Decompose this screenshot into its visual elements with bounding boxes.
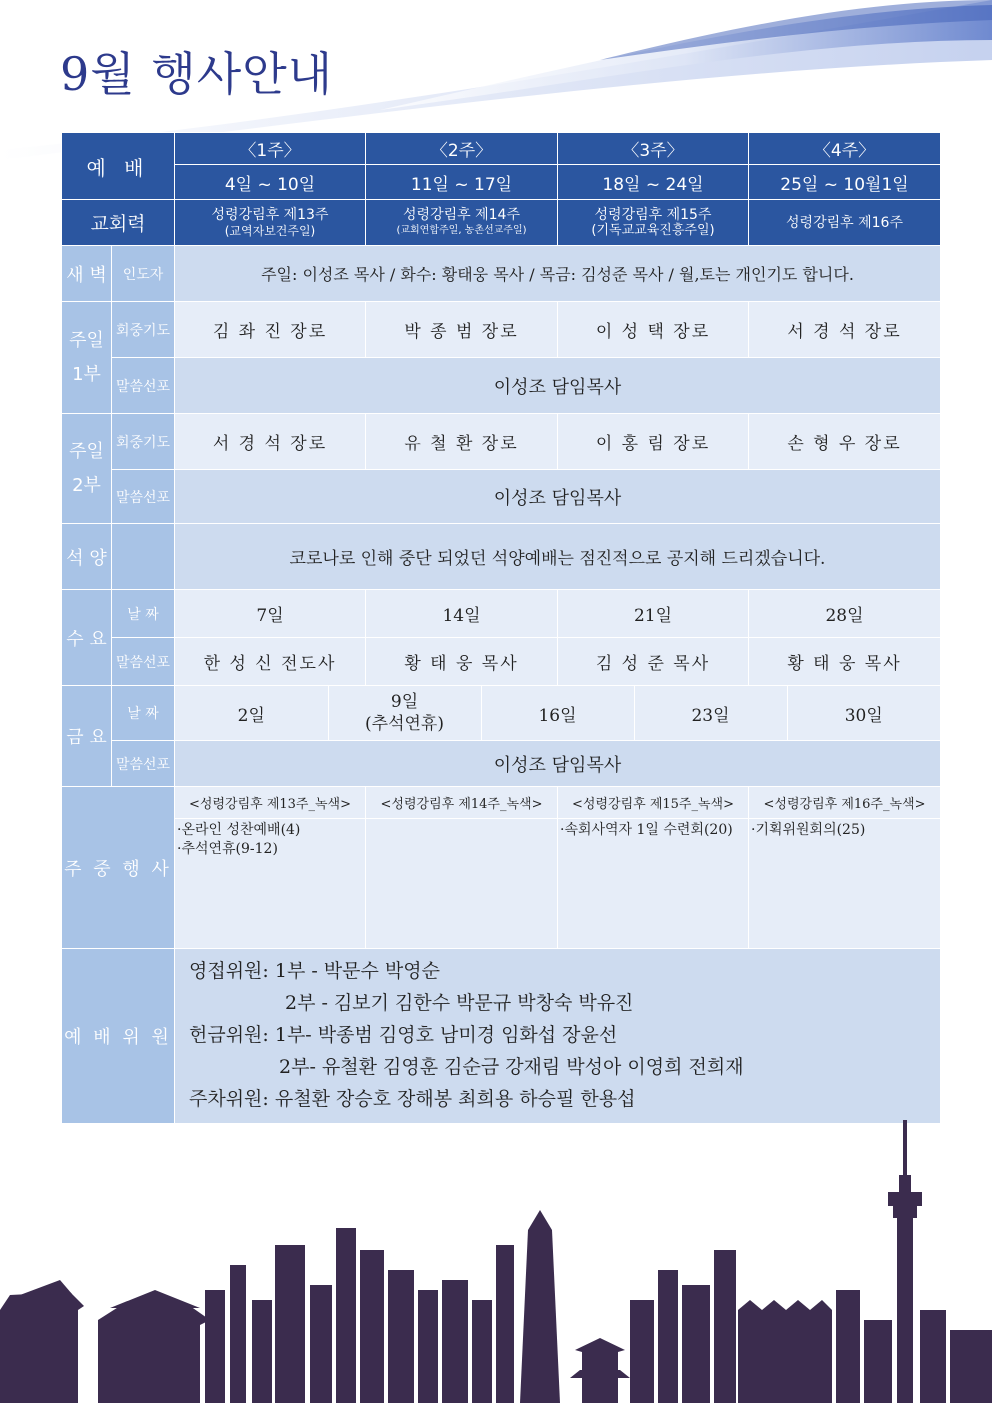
workers-line-2: 2부 - 김보기 김한수 박문규 박창숙 박유진 (285, 992, 634, 1014)
wednesday-preacher-week-1: 한 성 신 전도사 (175, 638, 366, 686)
friday-sermon: 이성조 담임목사 (175, 741, 941, 787)
workers-line-5: 주차위원: 유철환 장승호 장해봉 최희용 하승필 한용섭 (189, 1088, 636, 1110)
sunday2-prayer-week-3: 이 홍 림 장로 (558, 414, 749, 470)
friday-dates-cell (175, 686, 941, 741)
sunday2-sermon-row (62, 470, 941, 524)
week-3-label: 〈3주〉 (558, 133, 749, 165)
calendar-main: 성령강림후 제14주 (403, 206, 520, 223)
events-body-row (62, 819, 941, 949)
friday-label: 금 요 (62, 686, 112, 787)
event-item: ·온라인 성찬예배(4) (177, 822, 301, 838)
sunday1-prayer-week-3: 이 성 택 장로 (558, 302, 749, 358)
workers-line-4: 2부- 유철환 김영훈 김순금 강재림 박성아 이영희 전희재 (279, 1056, 744, 1078)
sunday2-prayer-week-4: 손 형 우 장로 (749, 414, 941, 470)
evening-sub-label (112, 524, 175, 590)
sunday1-prayer-week-4: 서 경 석 장로 (749, 302, 941, 358)
dawn-sub-label: 인도자 (112, 246, 175, 302)
friday-dates-table (175, 686, 940, 740)
week-3-range: 18일 ~ 24일 (558, 165, 749, 200)
dawn-row (62, 246, 941, 302)
worship-label: 예 배 (62, 133, 175, 200)
calendar-label: 교회력 (62, 200, 175, 246)
sunday2-prayer-week-1: 서 경 석 장로 (175, 414, 366, 470)
friday-date-4: 23일 (634, 686, 787, 740)
week-range-row (62, 165, 941, 200)
sunday2-label-top: 주일 (69, 440, 104, 462)
event-item: ·기획위원회의(25) (751, 822, 866, 838)
wednesday-date-label: 날 짜 (112, 590, 175, 638)
sunday2-label (62, 414, 112, 524)
schedule-table (61, 132, 941, 1124)
sunday1-sermon-label: 말씀선포 (112, 358, 175, 414)
workers-line-1: 영접위원: 1부 - 박문수 박영순 (189, 960, 440, 982)
friday-date-label: 날 짜 (112, 686, 175, 741)
calendar-week-1 (175, 200, 366, 246)
events-header-week-2: <성령강림후 제14주_녹색> (366, 787, 558, 819)
sunday1-sermon-row (62, 358, 941, 414)
calendar-sub: (교역자보건주일) (224, 223, 316, 238)
week-1-range: 4일 ~ 10일 (175, 165, 366, 200)
wednesday-preacher-week-2: 황 태 웅 목사 (366, 638, 558, 686)
events-header-row (62, 787, 941, 819)
dawn-label: 새 벽 (62, 246, 112, 302)
evening-row (62, 524, 941, 590)
friday-date-3: 16일 (481, 686, 634, 740)
sunday1-label-bottom: 1부 (72, 363, 101, 385)
wednesday-date-row (62, 590, 941, 638)
sunday2-prayer-row (62, 414, 941, 470)
week-header-row (62, 133, 941, 165)
wednesday-preacher-week-4: 황 태 웅 목사 (749, 638, 941, 686)
events-week-4 (749, 819, 941, 949)
page-title: 9월 행사안내 (60, 47, 334, 101)
sunday2-prayer-week-2: 유 철 환 장로 (366, 414, 558, 470)
week-4-label: 〈4주〉 (749, 133, 941, 165)
calendar-main: 성령강림후 제15주 (594, 206, 712, 223)
events-header-week-4: <성령강림후 제16주_녹색> (749, 787, 941, 819)
sunday1-label-top: 주일 (69, 329, 104, 351)
city-skyline-illustration (0, 1120, 992, 1403)
calendar-week-4 (749, 200, 941, 246)
wednesday-date-week-2: 14일 (366, 590, 558, 638)
sunday1-prayer-week-1: 김 좌 진 장로 (175, 302, 366, 358)
wednesday-label: 수 요 (62, 590, 112, 686)
calendar-week-3 (558, 200, 749, 246)
wednesday-preacher-week-3: 김 성 준 목사 (558, 638, 749, 686)
calendar-main: 성령강림후 제16주 (786, 214, 903, 231)
events-week-3 (558, 819, 749, 949)
event-item: ·속회사역자 1일 수련회(20) (560, 822, 733, 838)
friday-date-2-day: 9일 (390, 692, 419, 712)
friday-sermon-label: 말씀선포 (112, 741, 175, 787)
events-week-1 (175, 819, 366, 949)
sunday1-prayer-label: 회중기도 (112, 302, 175, 358)
sunday1-prayer-week-2: 박 종 범 장로 (366, 302, 558, 358)
sunday1-sermon: 이성조 담임목사 (175, 358, 941, 414)
week-4-range: 25일 ~ 10월1일 (749, 165, 941, 200)
events-week-2 (366, 819, 558, 949)
workers-list (175, 949, 941, 1124)
wednesday-sermon-label: 말씀선포 (112, 638, 175, 686)
friday-date-row (62, 686, 941, 741)
calendar-sub: (교회연합주일, 농촌선교주일) (396, 224, 527, 236)
wednesday-date-week-3: 21일 (558, 590, 749, 638)
friday-sermon-row (62, 741, 941, 787)
evening-text: 코로나로 인해 중단 되었던 석양예배는 점진적으로 공지해 드리겠습니다. (175, 524, 941, 590)
evening-label: 석 양 (62, 524, 112, 590)
dawn-text: 주일: 이성조 목사 / 화수: 황태웅 목사 / 목금: 김성준 목사 / 월,토는 개인기도 합니다. (175, 246, 941, 302)
sunday2-label-bottom: 2부 (72, 474, 101, 496)
calendar-main: 성령강림후 제13주 (211, 206, 329, 223)
friday-date-1: 2일 (175, 686, 328, 740)
friday-date-5: 30일 (787, 686, 940, 740)
week-2-label: 〈2주〉 (366, 133, 558, 165)
wednesday-date-week-4: 28일 (749, 590, 941, 638)
events-header-week-3: <성령강림후 제15주_녹색> (558, 787, 749, 819)
sunday2-sermon-label: 말씀선포 (112, 470, 175, 524)
sunday1-label (62, 302, 112, 414)
friday-date-2 (328, 686, 481, 740)
week-1-label: 〈1주〉 (175, 133, 366, 165)
friday-date-2-note: (추석연휴) (365, 714, 444, 734)
calendar-sub: (기독교교육진흥주일) (591, 222, 715, 238)
week-2-range: 11일 ~ 17일 (366, 165, 558, 200)
wednesday-sermon-row (62, 638, 941, 686)
calendar-row (62, 200, 941, 246)
wednesday-date-week-1: 7일 (175, 590, 366, 638)
events-header-week-1: <성령강림후 제13주_녹색> (175, 787, 366, 819)
events-label: 주 중 행 사 (62, 787, 175, 949)
sunday2-prayer-label: 회중기도 (112, 414, 175, 470)
friday-dates-inner-row (175, 686, 940, 740)
event-item: ·추석연휴(9-12) (177, 841, 278, 857)
workers-line-3: 헌금위원: 1부- 박종범 김영호 남미경 임화섭 장윤선 (189, 1024, 618, 1046)
calendar-week-2 (366, 200, 558, 246)
sunday2-sermon: 이성조 담임목사 (175, 470, 941, 524)
workers-row (62, 949, 941, 1124)
workers-label: 예 배 위 원 (62, 949, 175, 1124)
sunday1-prayer-row (62, 302, 941, 358)
